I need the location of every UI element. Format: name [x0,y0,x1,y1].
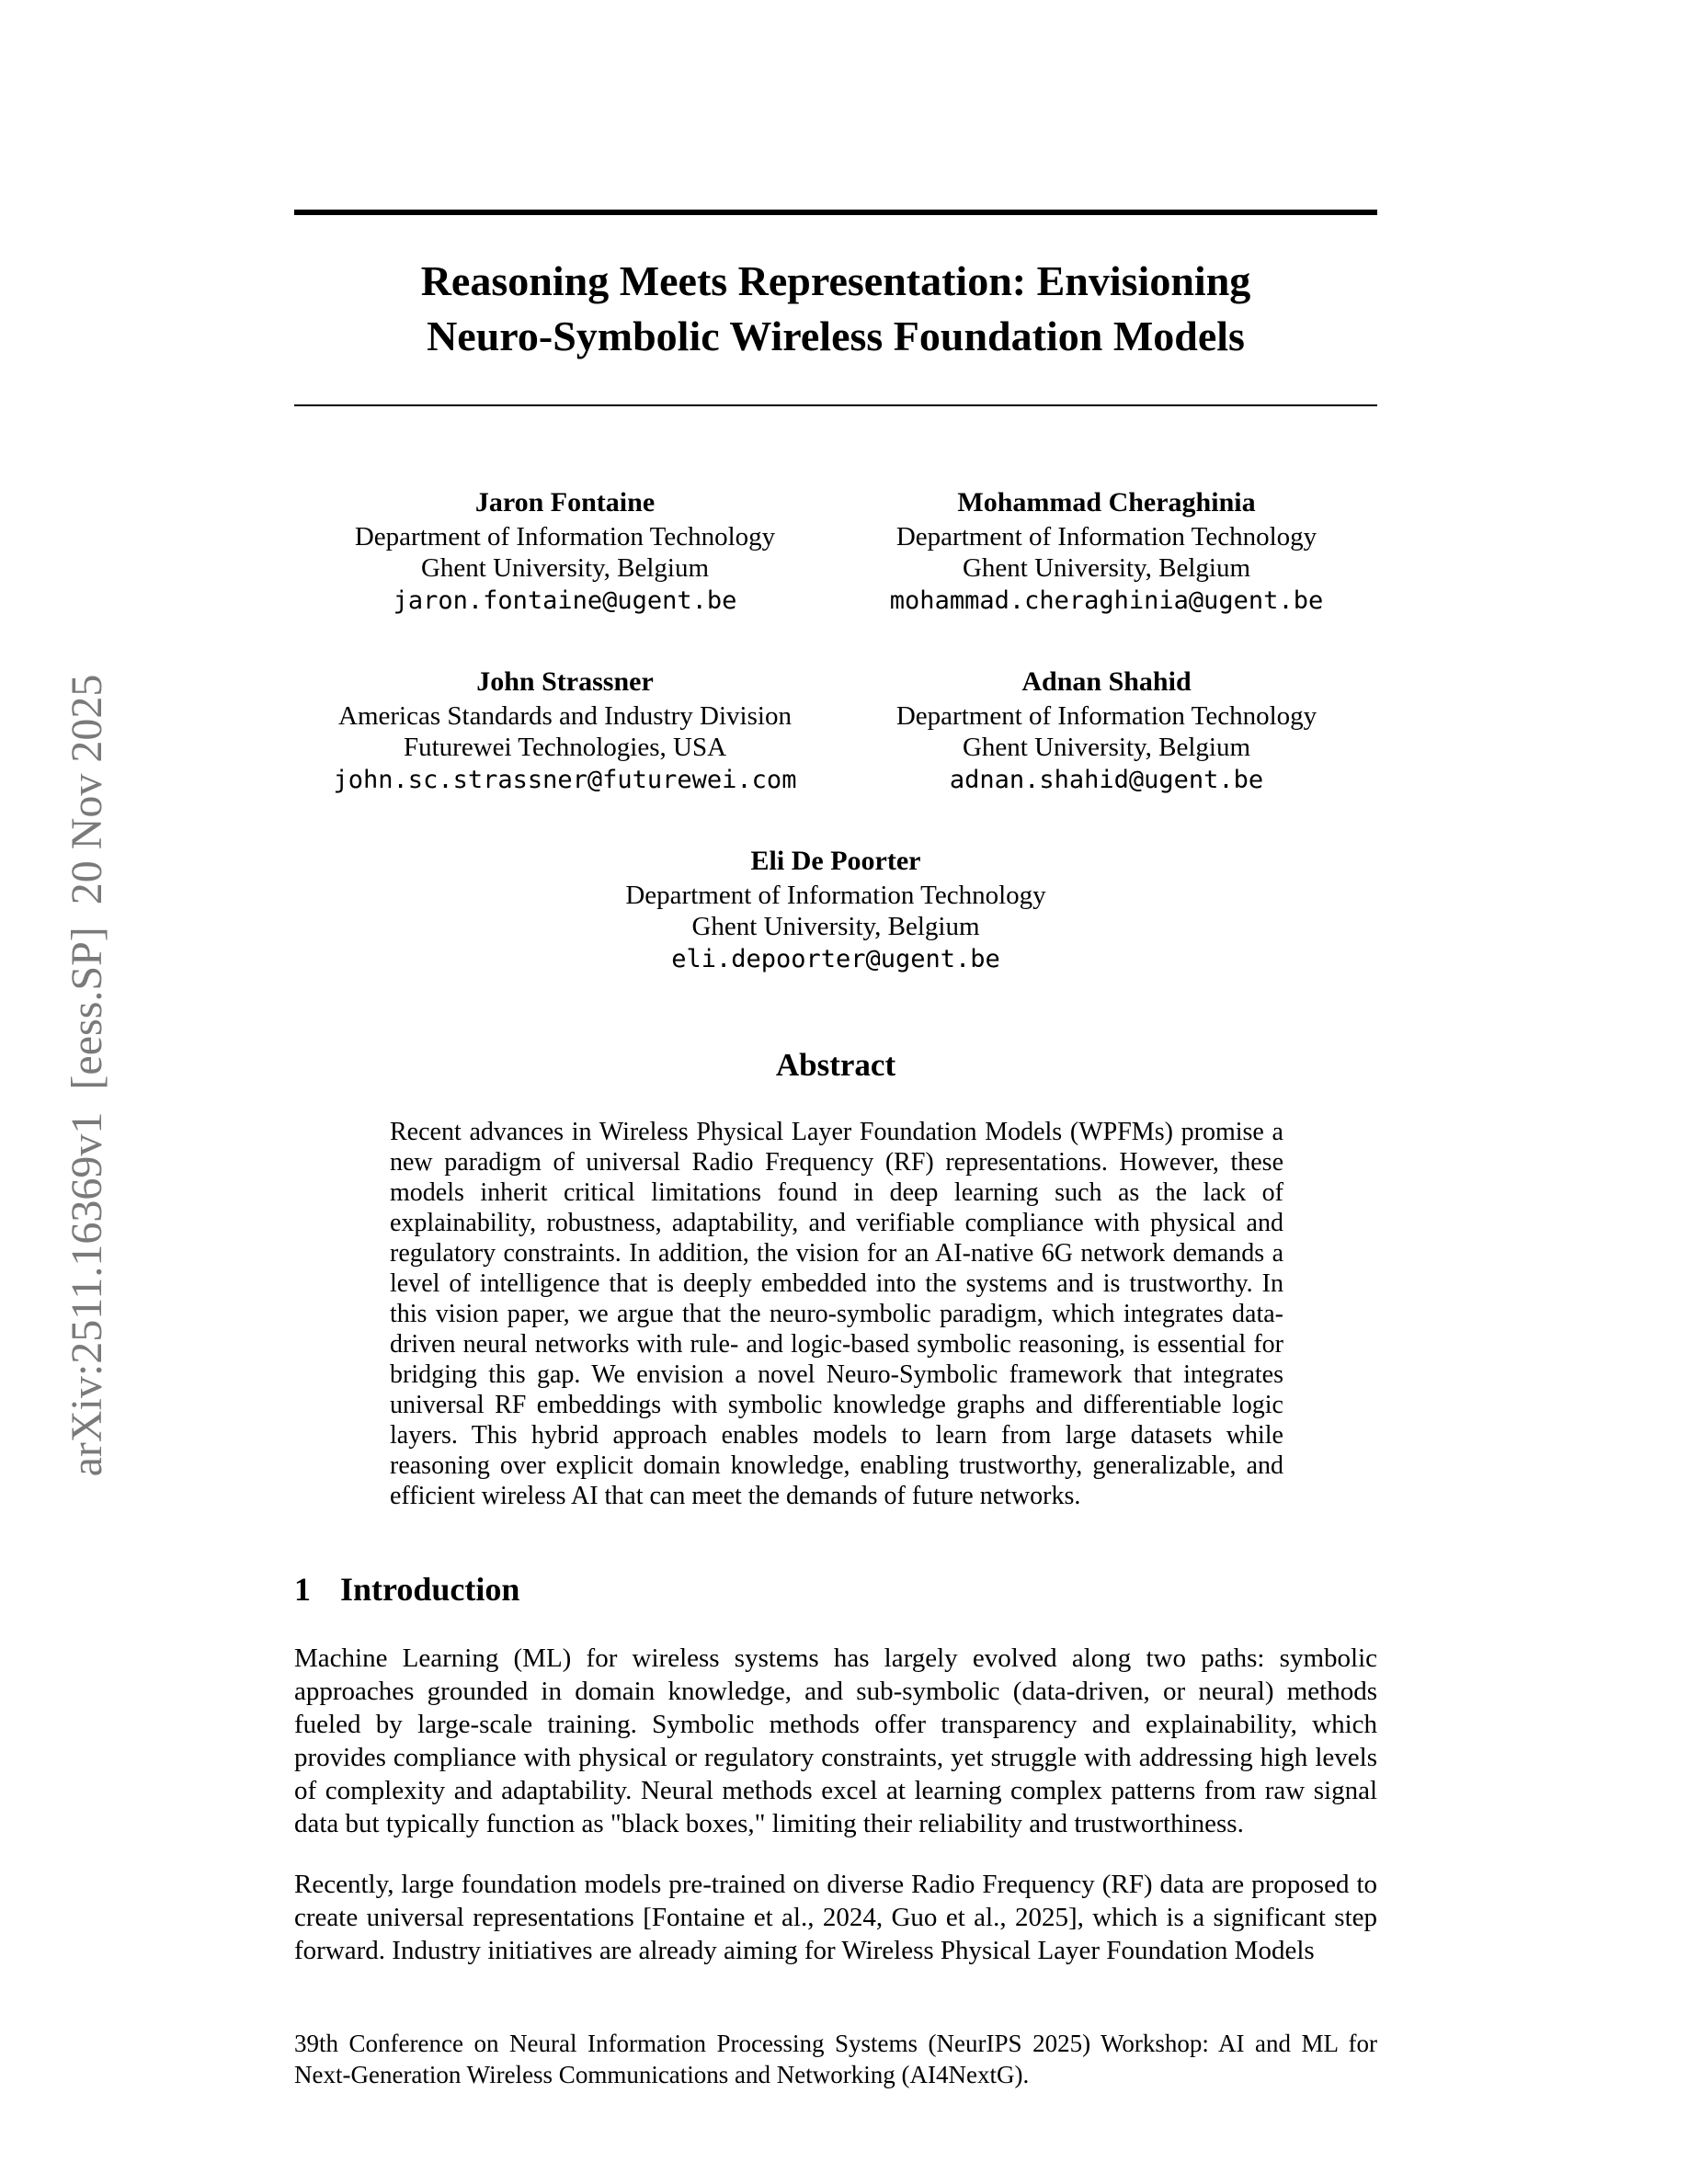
author-affiliation-line: Department of Information Technology [625,881,1046,910]
author-affiliation-line: Americas Standards and Industry Division [338,701,792,731]
paper-content [294,0,1377,1995]
author-eli-de-poorter [294,846,1377,975]
author-email: jaron.fontaine@ugent.be [393,586,737,615]
abstract-text: Recent advances in Wireless Physical Layer Foundation Models (WPFMs) promise a new paradigm of universal Radio Frequency (RF) representations. However, these models inherit critical limitations found in deep learning such as the lack of explainability, robustness, adaptability, and verifiable compliance with physical and regulatory constraints. In addition, the vision for an AI-native 6G network demands a level of intelligence that is deeply embedded into the systems and is trustworthy. In this vision paper, we argue that the neuro-symbolic paradigm, which integrates data-driven neural networks with rule- and logic-based symbolic reasoning, is essential for bridging this gap. We envision a novel Neuro-Symbolic framework that integrates universal RF embeddings with symbolic knowledge graphs and differentiable logic layers. This hybrid approach enables models to learn from large datasets while reasoning over explicit domain knowledge, enabling trustworthy, generalizable, and efficient wireless AI that can meet the demands of future networks. [390,1118,1283,1510]
conference-footnote: 39th Conference on Neural Information Processing Systems (NeurIPS 2025) Workshop: AI and ML for Next-Generation Wireless Communications and Networking (AI4NextG). [294,2030,1377,2088]
author-affiliation-line: Ghent University, Belgium [691,912,980,941]
author-affiliation-line: Department of Information Technology [895,701,1317,731]
author-affiliation-line: Futurewei Technologies, USA [403,733,727,762]
title-rule-top [294,210,1377,215]
author-name: Jaron Fontaine [474,487,656,518]
section-heading-introduction [294,1570,1377,1609]
paper-title-line-1: Reasoning Meets Representation: Envisioning [420,257,1251,304]
intro-paragraph-2: Recently, large foundation models pre-trained on diverse Radio Frequency (RF) data are proposed to create universal representations [Fontaine et al., 2024, Guo et al., 2025], which is a significant step forward. Industry initiatives are already aiming for Wireless Physical Layer Foundation Models [294,1870,1377,1965]
arxiv-watermark: arXiv:2511.16369v1 [eess.SP] 20 Nov 2025 [63,674,111,1477]
author-affiliation-line: Ghent University, Belgium [420,553,710,583]
author-email: mohammad.cheraghinia@ugent.be [889,586,1324,615]
intro-paragraph-1: Machine Learning (ML) for wireless systems has largely evolved along two paths: symbolic approaches grounded in domain knowledge, and sub-symbolic (data-driven, or neural) methods fueled by large-scale training. Symbolic methods offer transparency and explainability, which provides compliance with physical or regulatory constraints, yet struggle with addressing high levels of complexity and adaptability. Neural methods excel at learning complex patterns from raw signal data but typically function as "black boxes," limiting their reliability and trustworthiness. [294,1644,1377,1838]
section-number: 1 [294,1571,311,1608]
author-affiliation-line: Department of Information Technology [895,522,1317,552]
author-mohammad-cheraghinia [836,487,1377,617]
author-adnan-shahid [836,666,1377,796]
author-john-strassner [294,666,836,796]
author-email: adnan.shahid@ugent.be [949,766,1264,794]
author-name: Eli De Poorter [750,846,921,876]
authors-block [294,487,1377,975]
paper-title-line-2: Neuro-Symbolic Wireless Foundation Models [427,313,1245,359]
author-name: John Strassner [476,666,654,697]
title-rule-bottom [294,404,1377,406]
section-title: Introduction [340,1571,520,1608]
author-jaron-fontaine [294,487,836,617]
author-affiliation-line: Ghent University, Belgium [962,553,1251,583]
author-name: Adnan Shahid [1021,666,1192,697]
author-name: Mohammad Cheraghinia [957,487,1256,518]
author-affiliation-line: Ghent University, Belgium [962,733,1251,762]
author-email: john.sc.strassner@futurewei.com [333,766,797,794]
paper-title [294,254,1377,364]
author-email: eli.depoorter@ugent.be [671,945,1000,973]
author-affiliation-line: Department of Information Technology [354,522,776,552]
abstract-heading: Abstract [775,1047,896,1083]
